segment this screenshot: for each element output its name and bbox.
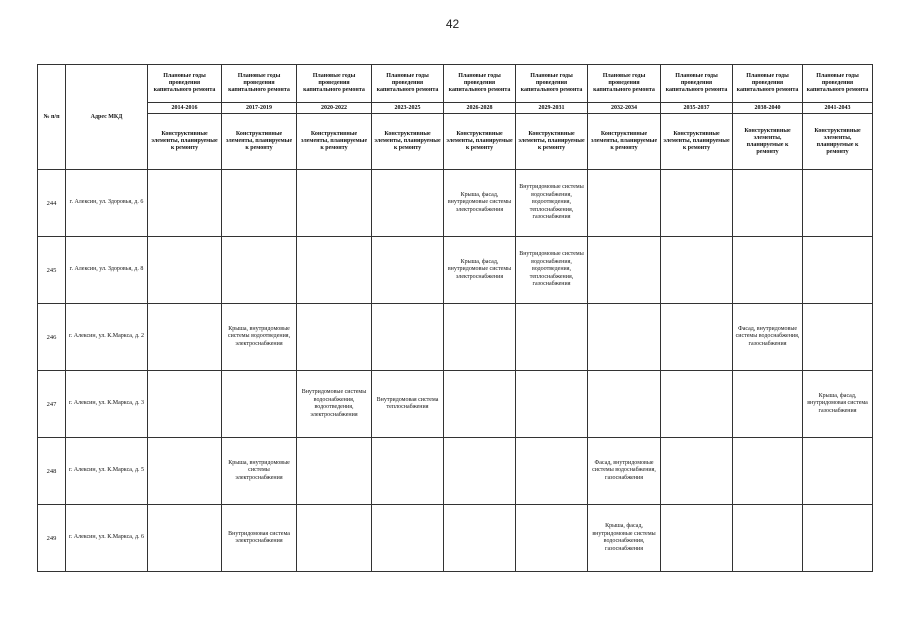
row-address: г. Алексин, ул. К.Маркса, д. 5 [66,438,148,505]
header-years-label: Плановые годы проведения капитального ремонта [148,65,222,103]
header-address: Адрес МКД [66,65,148,170]
row-number: 246 [38,304,66,371]
table-row [38,237,873,304]
repair-cell: Внутридомовая система электроснабжения [222,505,297,572]
row-number: 248 [38,438,66,505]
repair-cell [148,304,222,371]
repair-cell [372,438,444,505]
repair-cell [444,371,516,438]
repair-cell: Крыша, фасад, внутридомовые системы электроснабжения [444,170,516,237]
repair-cell: Внутридомовые системы водоснабжения, водоотведения, электроснабжения [297,371,372,438]
row-number: 244 [38,170,66,237]
header-period-4: 2026-2028 [444,103,516,114]
repair-cell [148,505,222,572]
repair-cell [733,371,803,438]
table-row [38,304,873,371]
row-number: 247 [38,371,66,438]
repair-cell [803,237,873,304]
repair-cell [516,505,588,572]
repair-cell [148,438,222,505]
repair-cell: Фасад, внутридомовые системы водоснабжения, газоснабжения [588,438,661,505]
repair-cell [733,505,803,572]
repair-cell [661,371,733,438]
row-number: 249 [38,505,66,572]
repair-cell: Крыша, внутридомовые системы электроснабжения [222,438,297,505]
repair-cell [148,237,222,304]
repair-cell [372,304,444,371]
repair-cell: Внутридомовые системы водоснабжения, водоотведения, теплоснабжения, газоснабжения [516,170,588,237]
repair-cell [516,371,588,438]
header-elements-label: Конструктивные элементы, планируемые к ремонту [372,114,444,170]
repair-cell [803,438,873,505]
repair-cell [588,170,661,237]
page-number: 42 [445,17,460,31]
repair-cell [733,170,803,237]
repair-cell [372,237,444,304]
repair-cell [297,505,372,572]
repair-cell [444,505,516,572]
header-period-9: 2041-2043 [803,103,873,114]
repair-cell [297,237,372,304]
repair-cell [297,438,372,505]
header-period-3: 2023-2025 [372,103,444,114]
header-years-label: Плановые годы проведения капитального ремонта [372,65,444,103]
repair-cell [222,371,297,438]
repair-cell [661,438,733,505]
table-row [38,438,873,505]
row-address: г. Алексин, ул. К.Маркса, д. 3 [66,371,148,438]
repair-cell [372,505,444,572]
header-period-7: 2035-2037 [661,103,733,114]
header-years-label: Плановые годы проведения капитального ремонта [733,65,803,103]
row-address: г. Алексин, ул. К.Маркса, д. 6 [66,505,148,572]
repair-cell [297,170,372,237]
repair-cell [803,304,873,371]
repair-cell [516,438,588,505]
header-years-label: Плановые годы проведения капитального ремонта [222,65,297,103]
repair-cell [733,237,803,304]
table-row [38,505,873,572]
header-period-5: 2029-2031 [516,103,588,114]
header-elements-label: Конструктивные элементы, планируемые к ремонту [444,114,516,170]
row-number: 245 [38,237,66,304]
header-years-label: Плановые годы проведения капитального ремонта [297,65,372,103]
header-years-label: Плановые годы проведения капитального ремонта [588,65,661,103]
header-elements-label: Конструктивные элементы, планируемые к ремонту [661,114,733,170]
header-period-8: 2038-2040 [733,103,803,114]
repair-cell [588,237,661,304]
repair-cell [803,170,873,237]
repair-cell [733,438,803,505]
table-row [38,371,873,438]
header-elements-label: Конструктивные элементы, планируемые к ремонту [516,114,588,170]
repair-cell [661,505,733,572]
row-address: г. Алексин, ул. Здоровья, д. 8 [66,237,148,304]
repair-cell [661,304,733,371]
repair-cell [661,170,733,237]
repair-cell [148,170,222,237]
repair-cell: Внутридомовая система теплоснабжения [372,371,444,438]
header-elements-label: Конструктивные элементы, планируемые к ремонту [222,114,297,170]
header-period-0: 2014-2016 [148,103,222,114]
header-years-label: Плановые годы проведения капитального ремонта [661,65,733,103]
repair-cell: Фасад, внутридомовые системы водоснабжения, газоснабжения [733,304,803,371]
row-address: г. Алексин, ул. К.Маркса, д. 2 [66,304,148,371]
repair-cell: Крыша, фасад, внутридомовая система газоснабжения [803,371,873,438]
header-years-label: Плановые годы проведения капитального ремонта [516,65,588,103]
header-elements-label: Конструктивные элементы, планируемые к ремонту [733,114,803,170]
header-number: № п/п [38,65,66,170]
header-years-label: Плановые годы проведения капитального ремонта [444,65,516,103]
header-elements-label: Конструктивные элементы, планируемые к ремонту [148,114,222,170]
repair-cell: Крыша, фасад, внутридомовые системы водоснабжения, газоснабжения [588,505,661,572]
header-period-6: 2032-2034 [588,103,661,114]
repair-cell [588,371,661,438]
header-elements-label: Конструктивные элементы, планируемые к ремонту [803,114,873,170]
repair-cell [444,438,516,505]
header-elements-label: Конструктивные элементы, планируемые к ремонту [297,114,372,170]
repair-cell [148,371,222,438]
repair-cell [661,237,733,304]
repair-cell [222,237,297,304]
row-address: г. Алексин, ул. Здоровья, д. 6 [66,170,148,237]
table-row [38,170,873,237]
repair-cell: Внутридомовые системы водоснабжения, водоотведения, теплоснабжения, газоснабжения [516,237,588,304]
repair-cell [297,304,372,371]
repair-cell [372,170,444,237]
repair-cell [444,304,516,371]
header-years-label: Плановые годы проведения капитального ремонта [803,65,873,103]
capital-repair-plan-table [37,64,873,572]
repair-cell [516,304,588,371]
header-period-1: 2017-2019 [222,103,297,114]
repair-cell [803,505,873,572]
header-elements-label: Конструктивные элементы, планируемые к ремонту [588,114,661,170]
repair-cell [222,170,297,237]
repair-cell [588,304,661,371]
repair-cell: Крыша, фасад, внутридомовые системы электроснабжения [444,237,516,304]
repair-cell: Крыша, внутридомовые системы водоотведения, электроснабжения [222,304,297,371]
header-period-2: 2020-2022 [297,103,372,114]
